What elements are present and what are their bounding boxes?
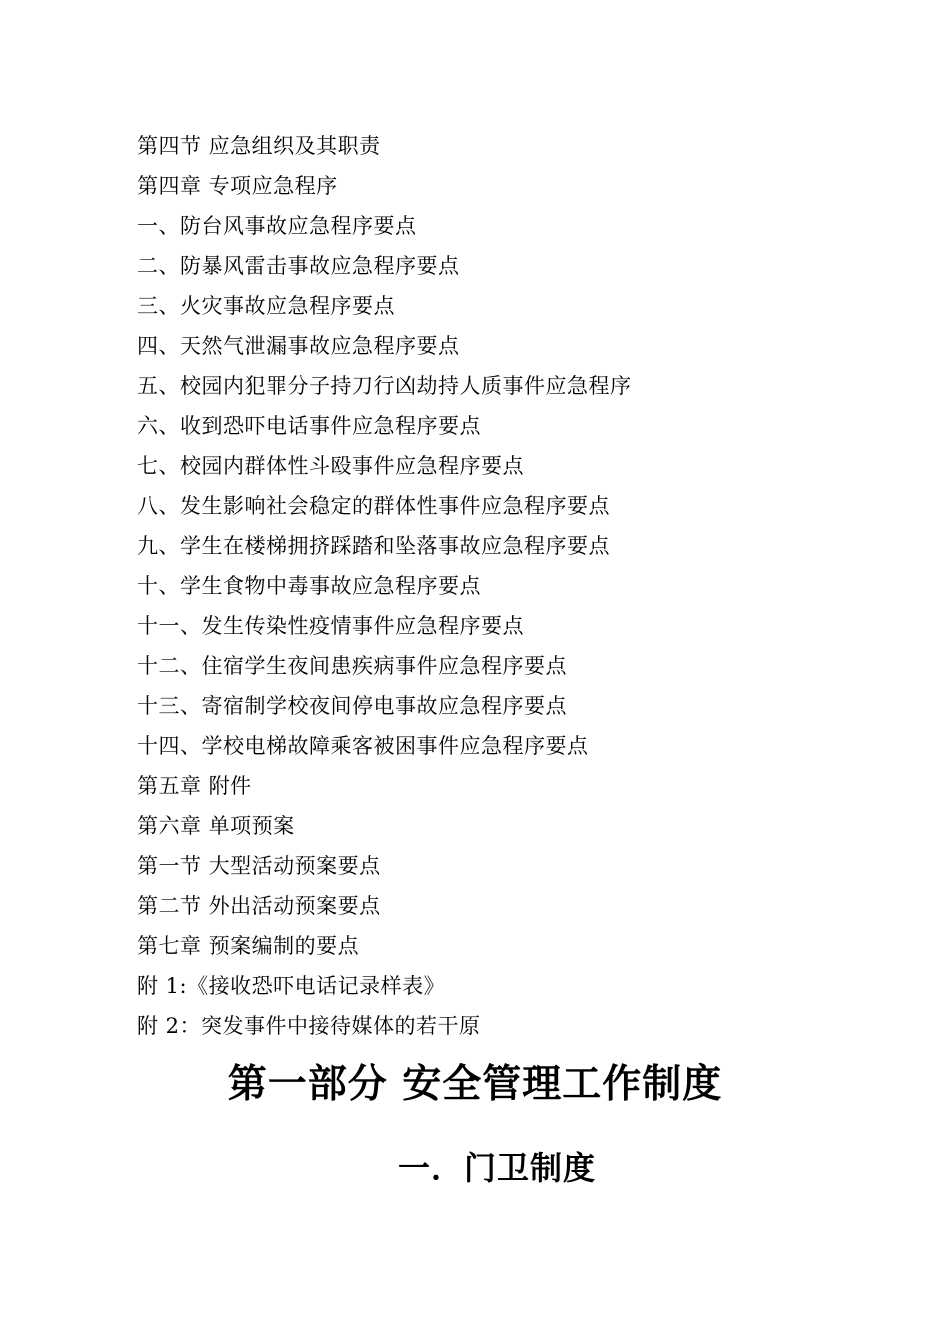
toc-item: 第六章 单项预案	[137, 814, 295, 838]
toc-item: 十三、寄宿制学校夜间停电事故应急程序要点	[137, 694, 567, 718]
part-title: 第一部分 安全管理工作制度	[227, 1061, 723, 1107]
toc-item: 七、校园内群体性斗殴事件应急程序要点	[137, 454, 524, 478]
toc-item: 第四节 应急组织及其职责	[137, 134, 381, 158]
toc-item: 九、学生在楼梯拥挤踩踏和坠落事故应急程序要点	[137, 534, 610, 558]
toc-item: 附 2：突发事件中接待媒体的若干原	[137, 1014, 481, 1038]
toc-item: 五、校园内犯罪分子持刀行凶劫持人质事件应急程序	[137, 374, 632, 398]
section-title: 一．门卫制度	[397, 1149, 596, 1187]
toc-item: 第一节 大型活动预案要点	[137, 854, 381, 878]
toc-item: 十、学生食物中毒事故应急程序要点	[137, 574, 481, 598]
table-of-contents	[137, 126, 632, 1046]
toc-item: 第二节 外出活动预案要点	[137, 894, 381, 918]
toc-item: 第四章 专项应急程序	[137, 174, 338, 198]
toc-item: 第七章 预案编制的要点	[137, 934, 360, 958]
toc-item: 十二、住宿学生夜间患疾病事件应急程序要点	[137, 654, 567, 678]
toc-item: 四、天然气泄漏事故应急程序要点	[137, 334, 460, 358]
toc-item: 十一、发生传染性疫情事件应急程序要点	[137, 614, 524, 638]
toc-item: 十四、学校电梯故障乘客被困事件应急程序要点	[137, 734, 589, 758]
toc-item: 八、发生影响社会稳定的群体性事件应急程序要点	[137, 494, 610, 518]
toc-item: 第五章 附件	[137, 774, 252, 798]
toc-item: 三、火灾事故应急程序要点	[137, 294, 395, 318]
toc-item: 二、防暴风雷击事故应急程序要点	[137, 254, 460, 278]
toc-item: 附 1:《接收恐吓电话记录样表》	[137, 974, 446, 998]
toc-item: 六、收到恐吓电话事件应急程序要点	[137, 414, 481, 438]
toc-item: 一、防台风事故应急程序要点	[137, 214, 417, 238]
